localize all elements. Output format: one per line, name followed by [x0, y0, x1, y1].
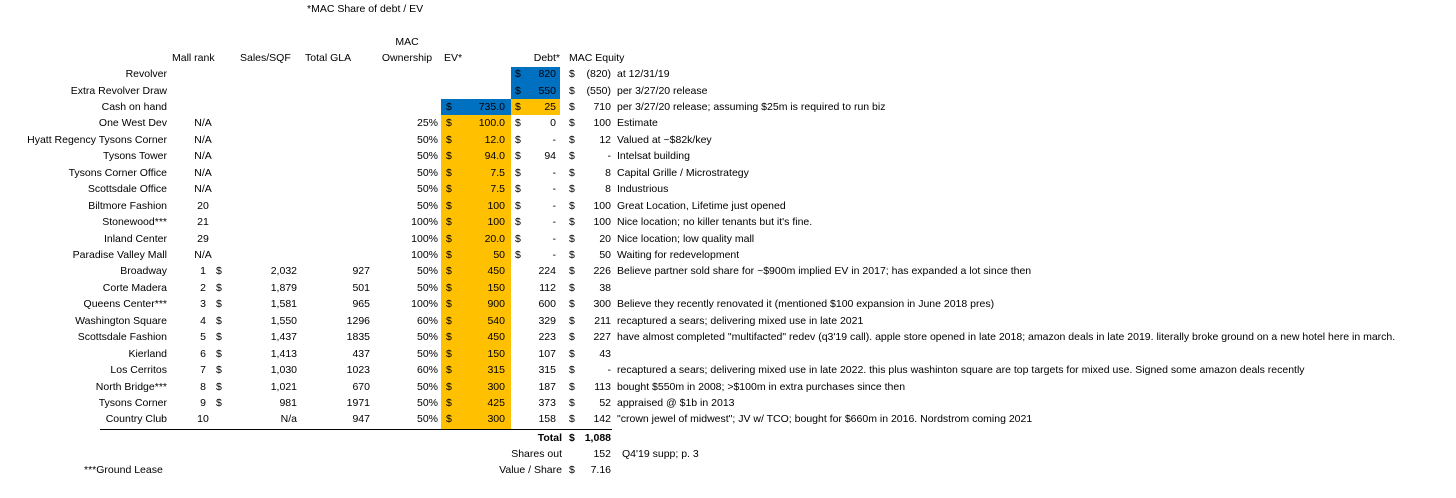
row-mall-rank: 29	[197, 232, 209, 245]
row-ev: 900	[487, 298, 505, 311]
row-name: Tysons Tower	[103, 150, 167, 163]
row-note: at 12/31/19	[617, 68, 670, 80]
row-mac-equity: 38	[599, 281, 611, 294]
row-equity-dollar: $	[569, 133, 575, 146]
row-name: Biltmore Fashion	[88, 199, 167, 212]
top-note: *MAC Share of debt / EV	[307, 3, 424, 15]
row-note: recaptured a sears; delivering mixed use in late 2022. this plus washinton square are top targets for mixed use. Signed some amazon deals recently	[617, 364, 1305, 377]
row-ev-dollar: $	[446, 248, 452, 261]
row-name: Kierland	[128, 347, 167, 360]
row-ownership: 50%	[416, 150, 438, 163]
row-ownership: 50%	[416, 281, 438, 294]
row-ownership: 50%	[416, 380, 438, 393]
row-note: Nice location; low quality mall	[617, 232, 755, 245]
row-equity-dollar: $	[569, 216, 575, 228]
row-equity-dollar: $	[569, 364, 575, 377]
row-sales-dollar: $	[216, 331, 222, 344]
value-per-share-label: Value / Share	[499, 464, 562, 476]
row-ownership: 100%	[411, 232, 438, 245]
row-note: "crown jewel of midwest"; JV w/ TCO; bought for $660m in 2016. Nordstrom coming 2021	[617, 413, 1033, 426]
row-mac-equity: 300	[593, 298, 611, 311]
row-equity-dollar: $	[569, 347, 575, 360]
row-note: Great Location, Lifetime just opened	[617, 199, 786, 212]
row-mac-equity: -	[607, 150, 611, 163]
row-ev-dollar: $	[446, 364, 452, 377]
row-debt: 600	[538, 298, 556, 311]
row-ev-dollar: $	[446, 298, 452, 311]
row-equity-dollar: $	[569, 150, 575, 163]
row-sales-dollar: $	[216, 298, 222, 311]
row-name: Hyatt Regency Tysons Corner	[27, 133, 167, 146]
row-total-gla: 1296	[346, 314, 370, 327]
row-mac-equity: 50	[599, 248, 611, 261]
row-mall-rank: N/A	[194, 117, 212, 130]
row-mac-equity: (820)	[586, 68, 611, 80]
row-debt: 315	[538, 364, 556, 377]
row-ev-dollar: $	[446, 314, 452, 327]
row-total-gla: 670	[352, 380, 370, 393]
row-equity-dollar: $	[569, 413, 575, 426]
row-mac-equity: 227	[593, 331, 611, 344]
row-note: Valued at ~$82k/key	[617, 133, 712, 146]
row-debt: 223	[538, 331, 556, 344]
row-debt: -	[552, 199, 556, 212]
row-mac-equity: 211	[594, 314, 611, 327]
row-equity-dollar: $	[569, 298, 575, 311]
row-sales-sqf: 1,879	[270, 281, 297, 294]
row-sales-sqf: 1,581	[270, 298, 297, 311]
row-mall-rank: N/A	[194, 150, 212, 163]
header-ownership: Ownership	[381, 52, 433, 64]
row-total-gla: 947	[352, 413, 370, 426]
row-ev-dollar: $	[446, 281, 452, 294]
row-ev: 12.0	[484, 133, 505, 146]
row-note: bought $550m in 2008; >$100m in extra purchases since then	[617, 380, 906, 393]
row-total-gla: 437	[352, 347, 370, 360]
row-note: Industrious	[617, 183, 669, 196]
row-mac-equity: 12	[599, 133, 611, 146]
row-equity-dollar: $	[569, 331, 575, 344]
row-ownership: 50%	[416, 397, 438, 409]
row-ev-dollar: $	[446, 100, 452, 113]
total-value: 1,088	[584, 432, 611, 444]
row-name: Scottsdale Office	[87, 183, 167, 196]
row-equity-dollar: $	[569, 183, 575, 196]
row-ev-dollar: $	[446, 380, 452, 393]
row-name: Tysons Corner Office	[68, 166, 167, 179]
row-name: One West Dev	[98, 117, 167, 130]
row-mall-rank: N/A	[194, 166, 212, 179]
row-equity-dollar: $	[569, 84, 575, 97]
row-sales-dollar: $	[216, 397, 222, 409]
row-ownership: 50%	[416, 331, 438, 344]
row-mall-rank: 21	[197, 216, 209, 228]
row-debt-dollar: $	[515, 248, 521, 261]
row-debt-dollar: $	[515, 133, 521, 146]
total-dollar: $	[569, 432, 575, 444]
row-sales-dollar: $	[216, 281, 222, 294]
header-total-gla: Total GLA	[305, 52, 352, 64]
row-note: Capital Grille / Microstrategy	[617, 166, 749, 179]
row-name: Corte Madera	[102, 281, 167, 294]
row-debt: -	[552, 232, 556, 245]
row-debt: -	[552, 166, 556, 179]
row-debt: 329	[538, 314, 556, 327]
row-mac-equity: 710	[593, 100, 611, 113]
row-ownership: 50%	[416, 166, 438, 179]
row-ev: 94.0	[484, 150, 505, 163]
row-name: North Bridge***	[95, 380, 167, 393]
row-sales-sqf: 2,032	[270, 265, 297, 278]
row-sales-sqf: 1,413	[270, 347, 297, 360]
row-note: Waiting for redevelopment	[617, 248, 740, 261]
row-debt-dollar: $	[515, 183, 521, 196]
row-debt-dollar: $	[515, 150, 521, 163]
row-mall-rank: 2	[200, 281, 206, 294]
row-equity-dollar: $	[569, 199, 575, 212]
row-name: Inland Center	[103, 232, 167, 245]
row-ev: 315	[487, 364, 505, 377]
row-ev-dollar: $	[446, 150, 452, 163]
header-mall-rank: Mall rank	[172, 52, 215, 64]
row-mall-rank: 10	[197, 413, 209, 426]
row-mall-rank: 9	[200, 397, 206, 409]
row-ev: 100	[487, 216, 505, 228]
row-ev: 735.0	[478, 100, 505, 113]
row-ev-dollar: $	[446, 216, 452, 228]
row-mall-rank: N/A	[194, 248, 212, 261]
row-debt-dollar: $	[515, 199, 521, 212]
row-ownership: 50%	[416, 347, 438, 360]
row-sales-sqf: 1,437	[270, 331, 297, 344]
row-ev: 20.0	[484, 232, 505, 245]
row-note: have almost completed "multifacted" redev (q3'19 call). apple store opened in late 2018; amazon deals in late 2019. literally broke ground on a new hotel here in march.	[617, 331, 1396, 344]
row-ev-dollar: $	[446, 413, 452, 426]
row-mac-equity: 20	[599, 232, 611, 245]
row-debt-dollar: $	[515, 117, 521, 130]
row-ownership: 50%	[416, 133, 438, 146]
row-name: Paradise Valley Mall	[72, 248, 167, 261]
row-ownership: 100%	[411, 298, 438, 311]
row-ownership: 50%	[416, 199, 438, 212]
shares-out-note: Q4'19 supp; p. 3	[622, 448, 699, 460]
row-sales-sqf: 1,550	[270, 314, 297, 327]
row-mac-equity: 52	[599, 397, 611, 409]
row-mall-rank: 20	[197, 199, 209, 212]
row-ev: 300	[487, 413, 505, 426]
row-debt-dollar: $	[515, 84, 521, 97]
row-ev: 7.5	[490, 166, 505, 179]
row-name: Scottsdale Fashion	[77, 331, 167, 344]
row-total-gla: 501	[352, 281, 370, 294]
row-sales-sqf: 1,021	[270, 380, 297, 393]
row-mall-rank: 7	[200, 364, 206, 377]
row-name: Los Cerritos	[110, 364, 167, 377]
row-equity-dollar: $	[569, 380, 575, 393]
row-equity-dollar: $	[569, 100, 575, 113]
row-debt-dollar: $	[515, 166, 521, 179]
row-ev: 50	[493, 248, 505, 261]
row-debt: 187	[538, 380, 556, 393]
row-debt: -	[552, 183, 556, 196]
row-mac-equity: -	[607, 364, 611, 377]
row-ownership: 25%	[416, 117, 438, 130]
row-debt: -	[552, 216, 556, 228]
row-debt: 373	[538, 397, 556, 409]
row-mac-equity: 100	[593, 199, 611, 212]
row-debt: 112	[539, 281, 556, 294]
value-per-share-dollar: $	[569, 464, 575, 476]
row-ownership: 100%	[411, 248, 438, 261]
row-note: Intelsat building	[617, 150, 690, 163]
row-ownership: 50%	[416, 183, 438, 196]
footnote: ***Ground Lease	[84, 464, 163, 476]
row-mac-equity: 142	[593, 413, 611, 426]
row-sales-dollar: $	[216, 265, 222, 278]
row-mall-rank: 1	[200, 265, 206, 278]
row-ev: 100.0	[478, 117, 505, 130]
row-ownership: 50%	[416, 413, 438, 426]
row-debt-dollar: $	[515, 216, 521, 228]
row-note: appraised @ $1b in 2013	[617, 397, 735, 409]
row-sales-dollar: $	[216, 364, 222, 377]
row-name: Broadway	[120, 265, 167, 278]
row-debt: 0	[550, 117, 556, 130]
row-equity-dollar: $	[569, 281, 575, 294]
row-sales-dollar: $	[216, 347, 222, 360]
value-per-share-value: 7.16	[590, 464, 611, 476]
row-ev-dollar: $	[446, 183, 452, 196]
row-mac-equity: (550)	[586, 84, 611, 97]
row-debt: -	[552, 133, 556, 146]
row-debt-dollar: $	[515, 232, 521, 245]
row-ownership: 60%	[416, 364, 438, 377]
total-label: Total	[537, 432, 562, 444]
row-sales-sqf: N/a	[280, 413, 297, 426]
table-bottom-rule	[100, 429, 612, 430]
row-note: Nice location; no killer tenants but it's fine.	[617, 216, 813, 228]
row-equity-dollar: $	[569, 166, 575, 179]
row-ev-dollar: $	[446, 265, 452, 278]
row-note: per 3/27/20 release; assuming $25m is required to run biz	[617, 100, 886, 113]
row-ev: 150	[487, 281, 505, 294]
row-note: recaptured a sears; delivering mixed use in late 2021	[617, 314, 864, 327]
row-name: Stonewood***	[102, 216, 167, 228]
row-mac-equity: 113	[594, 380, 611, 393]
row-ownership: 60%	[416, 314, 438, 327]
row-ev: 300	[487, 380, 505, 393]
row-sales-dollar: $	[216, 380, 222, 393]
row-mall-rank: 5	[200, 331, 206, 344]
row-note: Believe they recently renovated it (mentioned $100 expansion in June 2018 pres)	[617, 298, 995, 311]
row-ev-dollar: $	[446, 199, 452, 212]
row-debt: 820	[538, 68, 556, 80]
row-name: Cash on hand	[101, 100, 167, 113]
row-ev: 150	[487, 347, 505, 360]
row-note: per 3/27/20 release	[617, 84, 708, 97]
row-ev: 100	[487, 199, 505, 212]
row-debt: 550	[538, 84, 556, 97]
row-mac-equity: 8	[605, 183, 611, 196]
row-ev-dollar: $	[446, 133, 452, 146]
header-mac: MAC	[395, 36, 419, 48]
row-note: Believe partner sold share for ~$900m implied EV in 2017; has expanded a lot since then	[617, 265, 1032, 278]
row-equity-dollar: $	[569, 68, 575, 80]
row-mall-rank: 4	[200, 314, 206, 327]
row-total-gla: 965	[352, 298, 370, 311]
row-mac-equity: 100	[593, 117, 611, 130]
shares-out-value: 152	[593, 448, 611, 460]
row-ev: 425	[487, 397, 505, 409]
row-equity-dollar: $	[569, 232, 575, 245]
row-ownership: 100%	[411, 216, 438, 228]
row-ev-dollar: $	[446, 397, 452, 409]
header-debt: Debt*	[533, 52, 560, 64]
row-mac-equity: 43	[599, 347, 611, 360]
row-mall-rank: N/A	[194, 183, 212, 196]
header-ev: EV*	[444, 52, 463, 64]
shares-out-label: Shares out	[511, 448, 562, 460]
header-mac-equity: MAC Equity	[569, 52, 625, 64]
row-debt: 107	[538, 347, 556, 360]
row-name: Tysons Corner	[98, 397, 167, 409]
row-mall-rank: 3	[200, 298, 206, 311]
row-note: Estimate	[617, 117, 658, 130]
row-sales-sqf: 1,030	[270, 364, 297, 377]
row-ev-dollar: $	[446, 331, 452, 344]
header-sales-sqf: Sales/SQF	[240, 52, 291, 64]
row-equity-dollar: $	[569, 248, 575, 261]
row-total-gla: 927	[352, 265, 370, 278]
row-equity-dollar: $	[569, 314, 575, 327]
row-debt: -	[552, 248, 556, 261]
row-ev: 540	[487, 314, 505, 327]
row-mac-equity: 226	[593, 265, 611, 278]
row-sales-sqf: 981	[279, 397, 297, 409]
row-ev: 450	[487, 265, 505, 278]
row-debt-dollar: $	[515, 100, 521, 113]
row-ev-dollar: $	[446, 347, 452, 360]
row-ownership: 50%	[416, 265, 438, 278]
row-total-gla: 1023	[346, 364, 370, 377]
row-ev-dollar: $	[446, 166, 452, 179]
row-ev: 450	[487, 331, 505, 344]
row-ev-dollar: $	[446, 232, 452, 245]
row-ev: 7.5	[490, 183, 505, 196]
row-debt: 25	[544, 100, 556, 113]
row-mac-equity: 100	[593, 216, 611, 228]
row-name: Queens Center***	[83, 298, 167, 311]
row-mac-equity: 8	[605, 166, 611, 179]
row-name: Extra Revolver Draw	[70, 84, 167, 97]
row-equity-dollar: $	[569, 117, 575, 130]
row-debt: 224	[538, 265, 556, 278]
row-debt-dollar: $	[515, 68, 521, 80]
row-ev-dollar: $	[446, 117, 452, 130]
row-equity-dollar: $	[569, 397, 575, 409]
row-mall-rank: 6	[200, 347, 206, 360]
row-debt: 158	[538, 413, 556, 426]
row-name: Revolver	[125, 68, 167, 80]
row-total-gla: 1971	[346, 397, 370, 409]
row-sales-dollar: $	[216, 314, 222, 327]
row-mall-rank: N/A	[194, 133, 212, 146]
row-name: Country Club	[105, 413, 167, 426]
row-mall-rank: 8	[200, 380, 206, 393]
row-total-gla: 1835	[346, 331, 370, 344]
row-equity-dollar: $	[569, 265, 575, 278]
row-name: Washington Square	[75, 314, 167, 327]
row-debt: 94	[544, 150, 556, 163]
